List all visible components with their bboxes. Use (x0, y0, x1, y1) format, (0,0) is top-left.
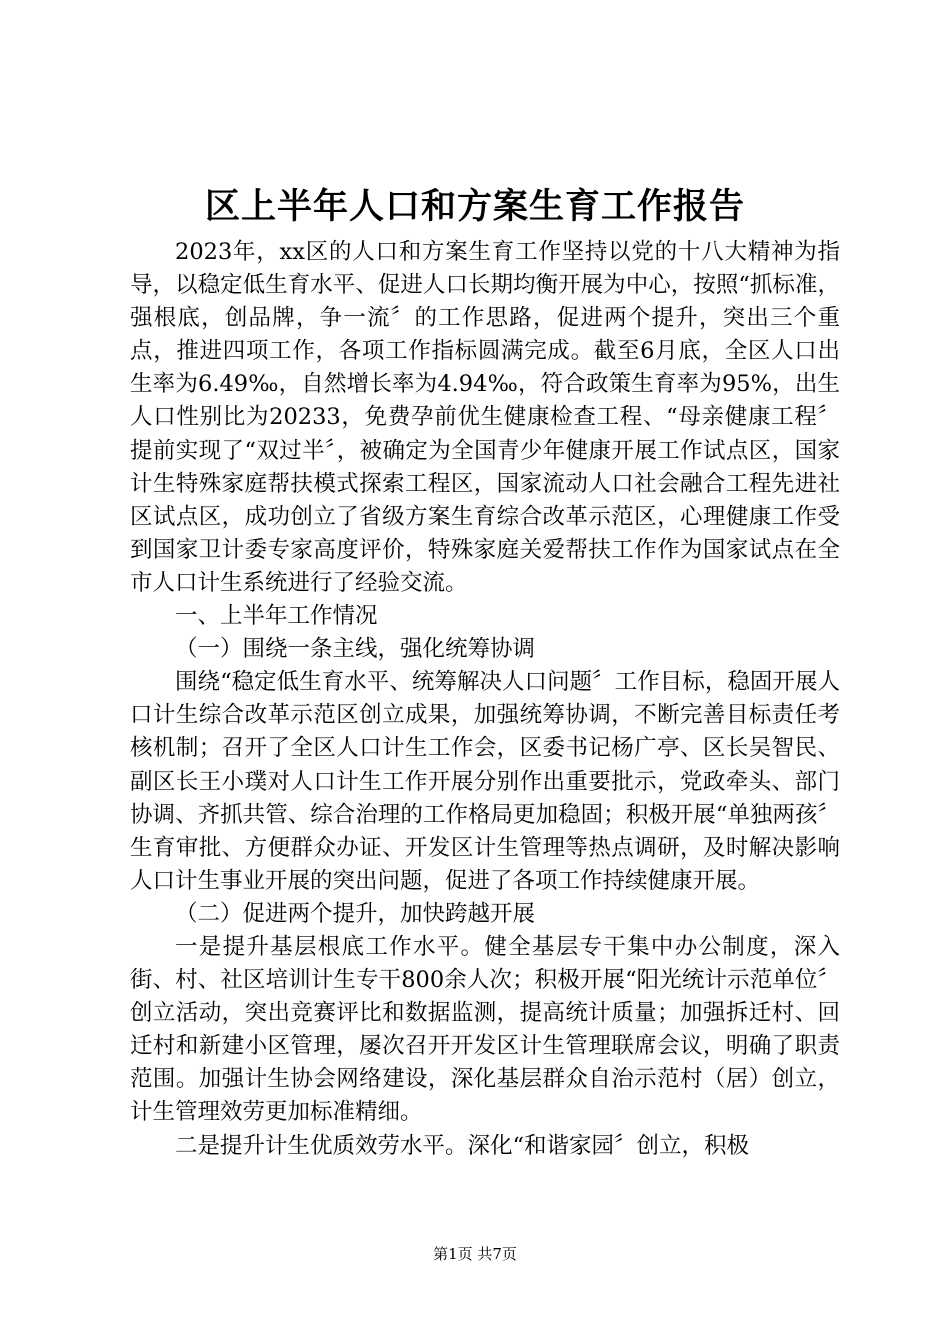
paragraph-coordination: 围绕“稳定低生育水平、统筹解决人口问题〞工作目标，稳固开展人口计生综合改革示范区创立成果，加强统筹协调，不断完善目标责任考核机制；召开了全区人口计生工作会，区委书记杨广亭、区长吴智民、副区长王小璞对人口计生工作开展分别作出重要批示，党政牵头、部门协调、齐抓共管、综合治理的工作格局更加稳固；积极开展“单独两孩〞生育审批、方便群众办证、开发区计生管理等热点调研，及时解决影响人口计生事业开展的突出问题，促进了各项工作持续健康开展。 (130, 669, 840, 894)
paragraph-grassroots: 一是提升基层根底工作水平。健全基层专干集中办公制度，深入街、村、社区培训计生专干800余人次；积极开展“阳光统计示范单位〞创立活动，突出竞赛评比和数据监测，提高统计质量；加强拆迁村、回迁村和新建小区管理，屡次召开开发区计生管理联席会议，明确了职责范围。加强计生协会网络建设，深化基层群众自治示范村（居）创立，计生管理效劳更加标准精细。 (130, 933, 840, 1126)
subsection-heading-2: （二）促进两个提升，加快跨越开展 (175, 900, 536, 927)
paragraph-summary: 2023年，xx区的人口和方案生育工作坚持以党的十八大精神为指导，以稳定低生育水平、促进人口长期均衡开展为中心，按照“抓标准，强根底，创品牌，争一流〞的工作思路，促进两个提升，突出三个重点，推进四项工作，各项工作指标圆满完成。截至6月底，全区人口出生率为6.49‰，自然增长率为4.94‰，符合政策生育率为95%，出生人口性别比为20233，免费孕前优生健康检查工程、“母亲健康工程〞提前实现了“双过半〞，被确定为全国青少年健康开展工作试点区，国家计生特殊家庭帮扶模式探索工程区，国家流动人口社会融合工程先进社区试点区，成功创立了省级方案生育综合改革示范区，心理健康工作受到国家卫计委专家高度评价，特殊家庭关爱帮扶工作作为国家试点在全市人口计生系统进行了经验交流。 (130, 239, 840, 596)
paragraph-service: 二是提升计生优质效劳水平。深化“和谐家园〞创立，积极 (175, 1132, 750, 1159)
section-heading-1: 一、上半年工作情况 (175, 603, 378, 630)
subsection-heading-1: （一）围绕一条主线，强化统筹协调 (175, 636, 536, 663)
page-title: 区上半年人口和方案生育工作报告 (204, 186, 745, 227)
document-body (130, 236, 840, 1163)
page-number: 第1页 共7页 (433, 1245, 517, 1263)
